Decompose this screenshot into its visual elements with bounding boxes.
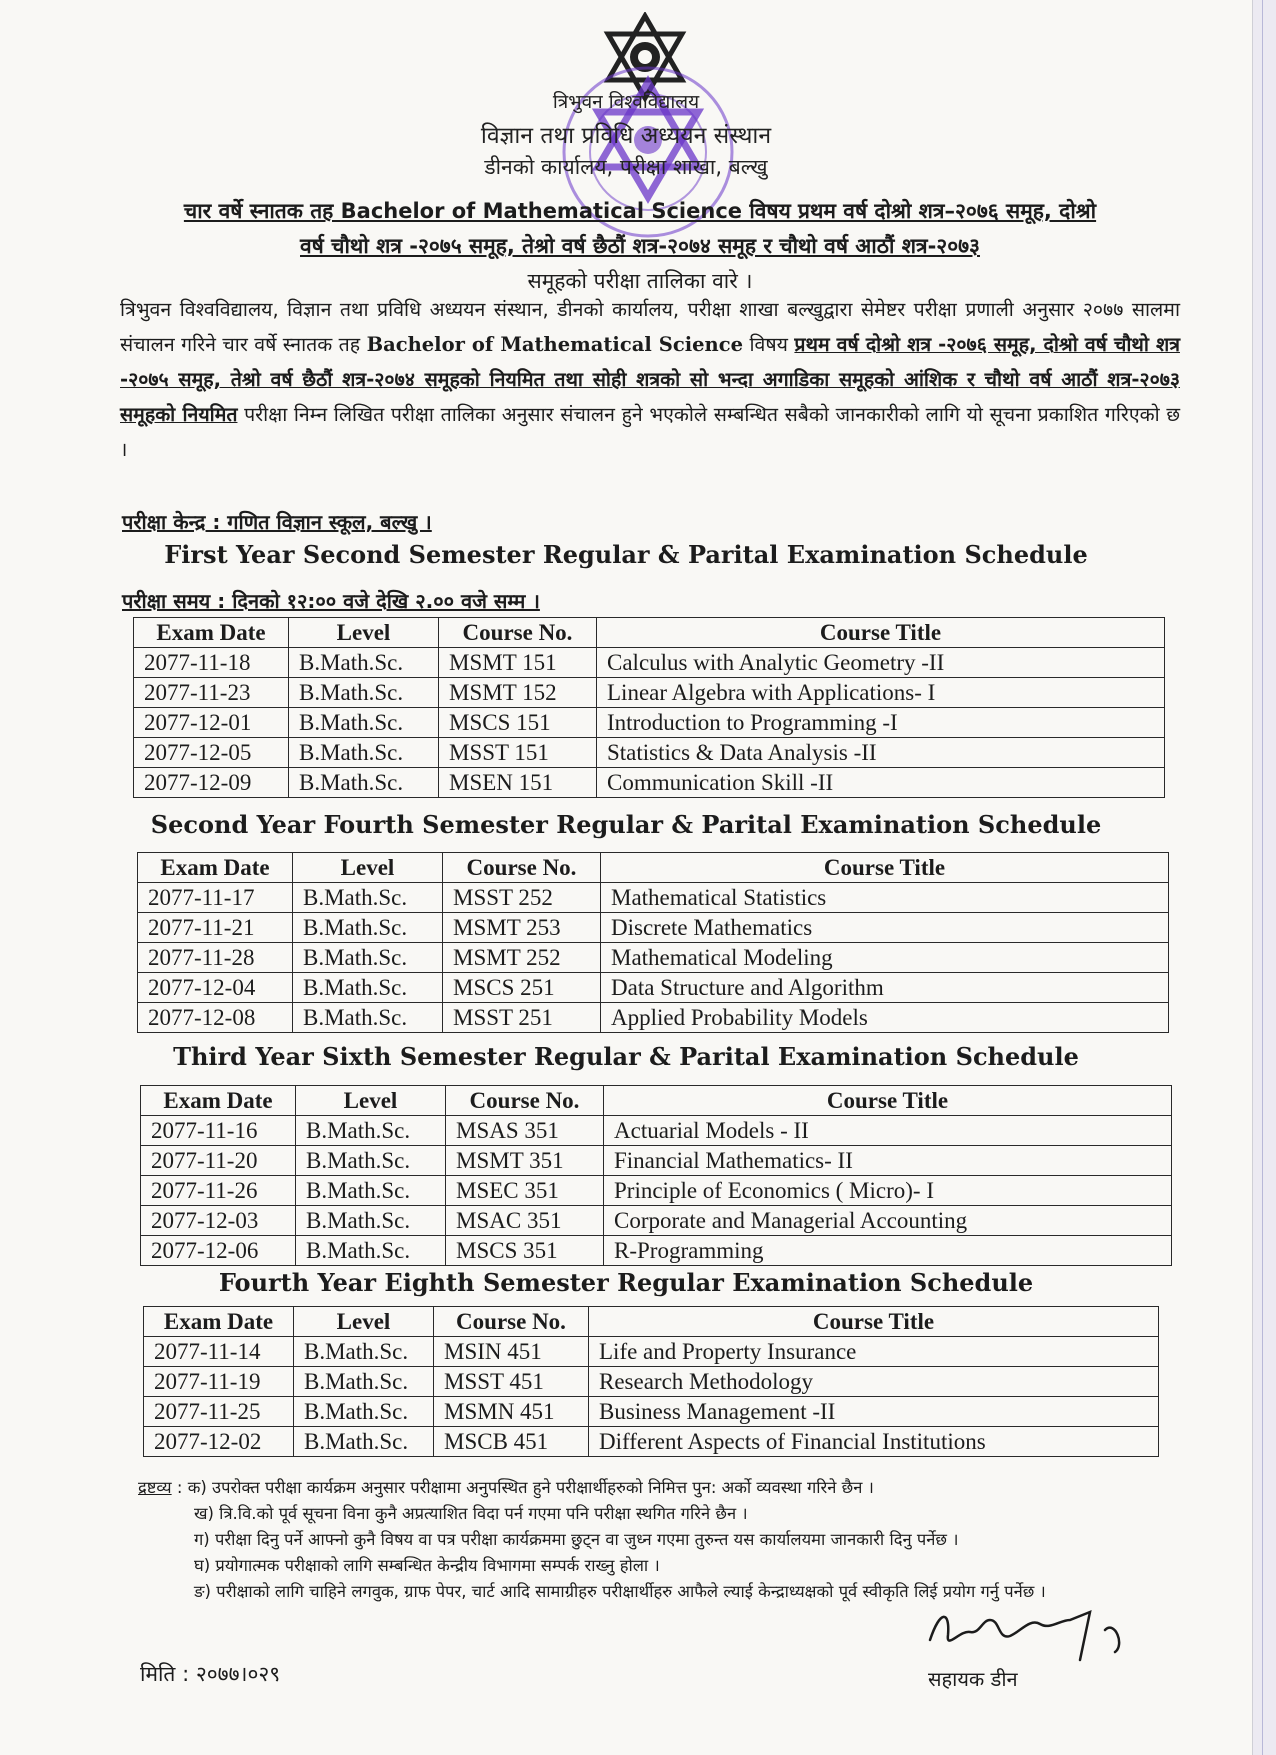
table-cell: MSMT 351: [446, 1146, 604, 1176]
table-cell: B.Math.Sc.: [294, 1427, 434, 1457]
table-cell: 2077-12-01: [134, 708, 289, 738]
table-header-row: [141, 1086, 1172, 1116]
notes-label: द्रष्टव्य: [138, 1478, 172, 1497]
table-cell: Mathematical Modeling: [601, 943, 1169, 973]
table-cell: 2077-12-03: [141, 1206, 296, 1236]
table-cell: Different Aspects of Financial Institutions: [589, 1427, 1159, 1457]
note-item: ग) परीक्षा दिनु पर्ने आफ्नो कुनै विषय वा पत्र परीक्षा कार्यक्रममा छुट्न वा जुध्न गएमा तुरुन्त यस कार्यालयमा जानकारी दिनु पर्नेछ ।: [194, 1530, 959, 1549]
table-cell: MSEN 151: [439, 768, 597, 798]
table-row: [134, 738, 1165, 768]
table-cell: MSCS 151: [439, 708, 597, 738]
table-cell: 2077-12-08: [138, 1003, 293, 1033]
table-row: [141, 1206, 1172, 1236]
note-item: ख) त्रि.वि.को पूर्व सूचना विना कुनै अप्रत्याशित विदा पर्न गएमा पनि परीक्षा स्थगित गरिने छैन ।: [194, 1504, 748, 1523]
table-cell: MSST 151: [439, 738, 597, 768]
column-header: Course Title: [597, 618, 1165, 648]
table-header-row: [134, 618, 1165, 648]
table-cell: Corporate and Managerial Accounting: [604, 1206, 1172, 1236]
table-row: [141, 1116, 1172, 1146]
table-cell: B.Math.Sc.: [293, 943, 443, 973]
table-cell: Mathematical Statistics: [601, 883, 1169, 913]
table-cell: R-Programming: [604, 1236, 1172, 1266]
column-header: Course No.: [439, 618, 597, 648]
schedule-title-2: Second Year Fourth Semester Regular & Parital Examination Schedule: [150, 810, 1102, 839]
table-cell: Data Structure and Algorithm: [601, 973, 1169, 1003]
table-cell: B.Math.Sc.: [294, 1397, 434, 1427]
table-cell: 2077-11-26: [141, 1176, 296, 1206]
adjacent-page-edge: [1253, 0, 1276, 1755]
table-cell: 2077-11-19: [144, 1367, 294, 1397]
table-cell: Business Management -II: [589, 1397, 1159, 1427]
notice-text-5: परीक्षा निम्न लिखित परीक्षा तालिका अनुसार संचालन हुने भएकोले सम्बन्धित सबैको जानकारीको लागि यो सूचना प्रकाशित गरिएको छ ।: [120, 403, 1180, 461]
table-cell: Linear Algebra with Applications- I: [597, 678, 1165, 708]
table-cell: B.Math.Sc.: [293, 913, 443, 943]
university-name: त्रिभुवन विश्वविद्यालय: [552, 91, 700, 113]
table-cell: 2077-11-25: [144, 1397, 294, 1427]
table-cell: MSIN 451: [434, 1337, 589, 1367]
table-row: [141, 1146, 1172, 1176]
table-cell: B.Math.Sc.: [289, 648, 439, 678]
column-header: Course No.: [443, 853, 601, 883]
table-cell: 2077-12-02: [144, 1427, 294, 1457]
table-cell: B.Math.Sc.: [294, 1337, 434, 1367]
margin-line: [1262, 0, 1263, 1755]
subject-line-2: वर्ष चौथो शत्र -२०७५ समूह, तेश्रो वर्ष छैठौं शत्र-२०७४ समूह र चौथो वर्ष आठौं शत्र-२०७३: [300, 234, 980, 258]
table-cell: Life and Property Insurance: [589, 1337, 1159, 1367]
table-cell: 2077-11-21: [138, 913, 293, 943]
exam-centre: परीक्षा केन्द्र : गणित विज्ञान स्कूल, बल्खु ।: [122, 510, 432, 534]
signer-title: सहायक डीन: [928, 1667, 1018, 1691]
notice-text-3: विषय: [749, 333, 788, 356]
table-cell: 2077-11-16: [141, 1116, 296, 1146]
table-cell: Actuarial Models - II: [604, 1116, 1172, 1146]
table-cell: Applied Probability Models: [601, 1003, 1169, 1033]
table-cell: B.Math.Sc.: [293, 973, 443, 1003]
table-header-row: [138, 853, 1169, 883]
table-cell: 2077-11-28: [138, 943, 293, 973]
issue-date: मिति : २०७७।०२९: [140, 1662, 281, 1686]
table-cell: 2077-12-04: [138, 973, 293, 1003]
table-cell: MSCB 451: [434, 1427, 589, 1457]
table-cell: 2077-11-14: [144, 1337, 294, 1367]
schedule-title-1: First Year Second Semester Regular & Parital Examination Schedule: [164, 540, 1088, 569]
table-cell: B.Math.Sc.: [293, 883, 443, 913]
table-row: [134, 648, 1165, 678]
table-row: [138, 1003, 1169, 1033]
table-row: [138, 883, 1169, 913]
column-header: Course No.: [434, 1307, 589, 1337]
subject-line-3: समूहको परीक्षा तालिका वारे ।: [527, 269, 753, 293]
table-cell: MSMT 252: [443, 943, 601, 973]
table-cell: B.Math.Sc.: [296, 1176, 446, 1206]
column-header: Course Title: [601, 853, 1169, 883]
table-cell: 2077-11-18: [134, 648, 289, 678]
exam-time: परीक्षा समय : दिनको १२:०० वजे देखि २.०० वजे सम्म ।: [122, 589, 540, 613]
table-cell: 2077-11-17: [138, 883, 293, 913]
handwritten-signature: [920, 1590, 1160, 1670]
table-cell: MSEC 351: [446, 1176, 604, 1206]
table-row: [138, 973, 1169, 1003]
notice-paragraph: [120, 292, 1180, 467]
table-cell: B.Math.Sc.: [289, 738, 439, 768]
table-cell: MSST 252: [443, 883, 601, 913]
table-cell: Principle of Economics ( Micro)- I: [604, 1176, 1172, 1206]
table-cell: B.Math.Sc.: [294, 1367, 434, 1397]
table-cell: Research Methodology: [589, 1367, 1159, 1397]
table-row: [141, 1236, 1172, 1266]
table-cell: 2077-11-23: [134, 678, 289, 708]
notes-section: द्रष्टव्य : क) उपरोक्त परीक्षा कार्यक्रम अनुसार परीक्षामा अनुपस्थित हुने परीक्षार्थीहरुको निमित्त पुन: अर्को व्यवस्था गरिने छैन । ख) त्रि.वि.को पूर्व सूचना विना कुनै अप्रत्याशित विदा पर्न गएमा पनि परीक्षा स्थगित गरिने छैन । ग) परीक्षा दिनु पर्ने आफ्नो कुनै विषय वा पत्र परीक्षा कार्यक्रममा छुट्न वा जुध्न गएमा तुरुन्त यस कार्यालयमा जानकारी दिनु पर्नेछ । घ) प्रयोगात्मक परीक्षाको लागि सम्बन्धित केन्द्रीय विभागमा सम्पर्क राख्नु होला । ङ) परीक्षाको लागि चाहिने लगवुक, ग्राफ पेपर, चार्ट आदि सामाग्रीहरु परीक्षार्थीहरु आफैले ल्याई केन्द्राध्यक्षको पूर्व स्वीकृति लिई प्रयोग गर्नु पर्नेछ ।: [138, 1475, 1198, 1605]
table-cell: 2077-12-09: [134, 768, 289, 798]
table-cell: MSCS 351: [446, 1236, 604, 1266]
table-header-row: [144, 1307, 1159, 1337]
table-row: [141, 1176, 1172, 1206]
table-cell: B.Math.Sc.: [296, 1146, 446, 1176]
table-cell: MSST 251: [443, 1003, 601, 1033]
column-header: Course No.: [446, 1086, 604, 1116]
column-header: Exam Date: [134, 618, 289, 648]
table-cell: MSST 451: [434, 1367, 589, 1397]
table-cell: 2077-12-05: [134, 738, 289, 768]
table-cell: B.Math.Sc.: [296, 1206, 446, 1236]
table-row: [144, 1397, 1159, 1427]
column-header: Level: [289, 618, 439, 648]
schedule-table-1: [133, 617, 1165, 798]
table-cell: B.Math.Sc.: [293, 1003, 443, 1033]
note-item: क) उपरोक्त परीक्षा कार्यक्रम अनुसार परीक्षामा अनुपस्थित हुने परीक्षार्थीहरुको निमित्त पुन: अर्को व्यवस्था गरिने छैन ।: [187, 1478, 874, 1497]
table-cell: MSMT 152: [439, 678, 597, 708]
notice-text-1: त्रिभुवन विश्वविद्यालय, विज्ञान तथा प्रविधि अध्ययन संस्थान, डीनको कार्यालय, परीक्षा शाखा बल्खुद्वारा सेमेष्टर परीक्षा प्रणाली अनुसार २०७७ सालमा संचालन गरिने चार वर्षे स्नातक तह: [120, 298, 1180, 356]
table-row: [138, 913, 1169, 943]
table-cell: B.Math.Sc.: [296, 1116, 446, 1146]
table-cell: B.Math.Sc.: [289, 768, 439, 798]
table-row: [134, 678, 1165, 708]
table-row: [134, 708, 1165, 738]
table-cell: MSCS 251: [443, 973, 601, 1003]
schedule-title-4: Fourth Year Eighth Semester Regular Examination Schedule: [218, 1268, 1034, 1297]
table-cell: MSAC 351: [446, 1206, 604, 1236]
column-header: Exam Date: [141, 1086, 296, 1116]
subject-line-1: चार वर्षे स्नातक तह Bachelor of Mathematical Science विषय प्रथम वर्ष दोश्रो शत्र–२०७६ समूह, दोश्रो: [183, 199, 1097, 223]
column-header: Course Title: [604, 1086, 1172, 1116]
office-name: डीनको कार्यालय, परीक्षा शाखा, बल्खु: [484, 155, 768, 179]
column-header: Exam Date: [144, 1307, 294, 1337]
table-cell: 2077-11-20: [141, 1146, 296, 1176]
table-cell: 2077-12-06: [141, 1236, 296, 1266]
table-cell: B.Math.Sc.: [296, 1236, 446, 1266]
institute-name: विज्ञान तथा प्रविधि अध्ययन संस्थान: [480, 123, 772, 149]
notice-subject: [110, 194, 1170, 299]
table-cell: MSMT 151: [439, 648, 597, 678]
table-cell: Communication Skill -II: [597, 768, 1165, 798]
column-header: Exam Date: [138, 853, 293, 883]
table-row: [144, 1337, 1159, 1367]
schedule-table-4: [143, 1306, 1159, 1457]
schedule-title-3: Third Year Sixth Semester Regular & Parital Examination Schedule: [173, 1042, 1079, 1071]
table-row: [134, 768, 1165, 798]
schedule-table-2: [137, 852, 1169, 1033]
table-cell: MSAS 351: [446, 1116, 604, 1146]
table-row: [138, 943, 1169, 973]
column-header: Course Title: [589, 1307, 1159, 1337]
table-cell: B.Math.Sc.: [289, 678, 439, 708]
table-cell: Introduction to Programming -I: [597, 708, 1165, 738]
schedule-table-3: [140, 1085, 1172, 1266]
notice-groups: प्रथम वर्ष दोश्रो शत्र -२०७६ समूह, दोश्रो वर्ष चौथो शत्र -२०७५ समूह, तेश्रो वर्ष छैठौं शत्र-२०७४ समूहको नियमित तथा सोही शत्रको सो भन्दा अगाडिका समूहको आंशिक र चौथो वर्ष आठौं शत्र-२०७३ समूहको नियमित: [120, 333, 1180, 426]
table-cell: Discrete Mathematics: [601, 913, 1169, 943]
table-cell: MSMT 253: [443, 913, 601, 943]
table-row: [144, 1367, 1159, 1397]
table-cell: Financial Mathematics- II: [604, 1146, 1172, 1176]
column-header: Level: [293, 853, 443, 883]
column-header: Level: [294, 1307, 434, 1337]
note-item: घ) प्रयोगात्मक परीक्षाको लागि सम्बन्धित केन्द्रीय विभागमा सम्पर्क राख्नु होला ।: [194, 1556, 660, 1575]
table-cell: Calculus with Analytic Geometry -II: [597, 648, 1165, 678]
table-row: [144, 1427, 1159, 1457]
note-item: ङ) परीक्षाको लागि चाहिने लगवुक, ग्राफ पेपर, चार्ट आदि सामाग्रीहरु परीक्षार्थीहरु आफैले ल्याई केन्द्राध्यक्षको पूर्व स्वीकृति लिई प्रयोग गर्नु पर्नेछ ।: [194, 1582, 1046, 1601]
table-cell: MSMN 451: [434, 1397, 589, 1427]
table-cell: Statistics & Data Analysis -II: [597, 738, 1165, 768]
program-name: Bachelor of Mathematical Science: [366, 333, 744, 356]
column-header: Level: [296, 1086, 446, 1116]
table-cell: B.Math.Sc.: [289, 708, 439, 738]
